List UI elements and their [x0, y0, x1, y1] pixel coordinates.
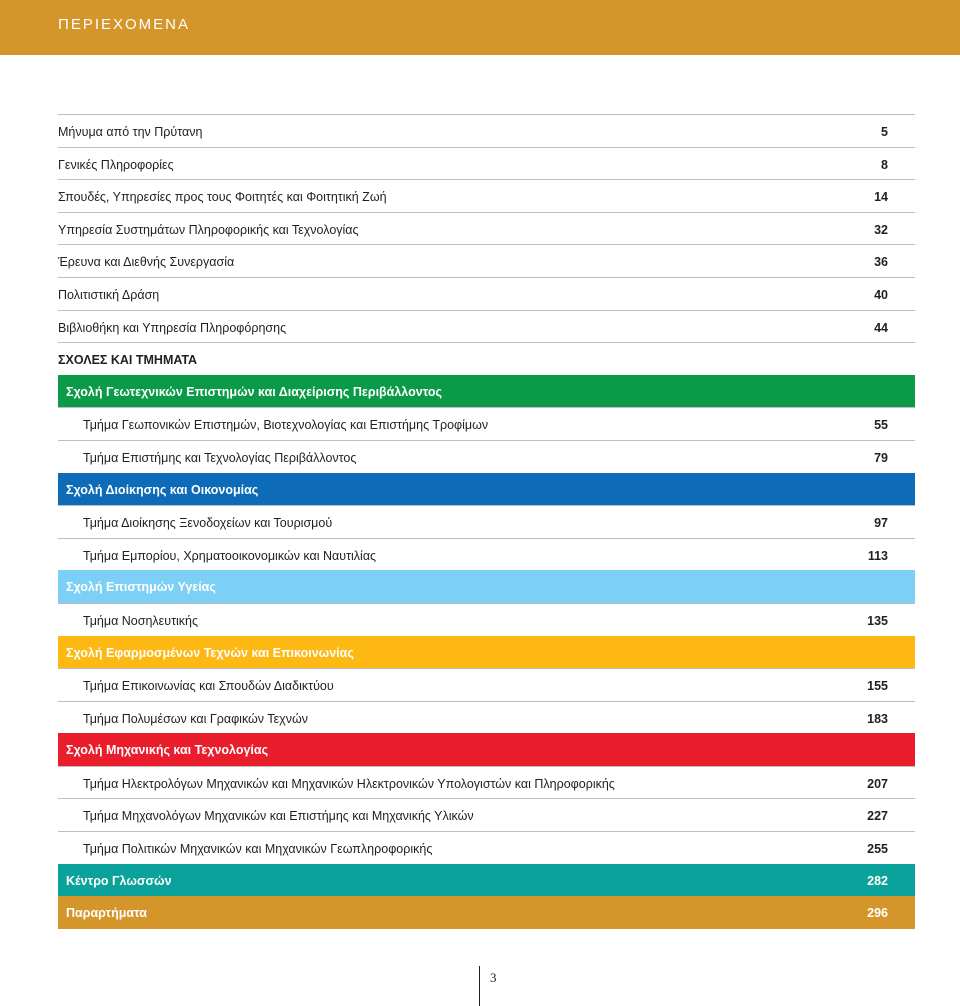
toc-entry-label: Σπουδές, Υπηρεσίες προς τους Φοιτητές και Φοιτητική Ζωή	[58, 190, 387, 205]
page-number: 3	[490, 970, 497, 985]
toc-entry-page: 183	[867, 711, 888, 726]
toc-entry-label: Έρευνα και Διεθνής Συνεργασία	[58, 255, 235, 270]
toc-row-school	[58, 473, 915, 506]
toc-entry-page: 227	[867, 809, 888, 824]
toc-row-school[interactable]	[58, 896, 915, 929]
toc-row-sub[interactable]	[58, 766, 915, 799]
toc-entry-page: 79	[874, 450, 888, 465]
table-of-contents	[58, 114, 915, 929]
toc-row-top[interactable]	[58, 179, 915, 212]
toc-entry-page: 32	[874, 222, 888, 237]
toc-entry-label: Βιβλιοθήκη και Υπηρεσία Πληροφόρησης	[58, 320, 287, 335]
page-title: ΠΕΡΙΕΧΟΜΕΝΑ	[58, 16, 191, 33]
toc-entry-label: Μήνυμα από την Πρύτανη	[58, 125, 203, 139]
toc-entry-page: 55	[874, 418, 888, 433]
toc-entry-label: Τμήμα Μηχανολόγων Μηχανικών και Επιστήμης και Μηχανικής Υλικών	[83, 809, 474, 824]
toc-row-top[interactable]	[58, 310, 915, 343]
toc-row-top[interactable]	[58, 244, 915, 277]
toc-entry-page: 40	[874, 287, 888, 302]
toc-entry-page: 5	[881, 125, 888, 139]
toc-row-top[interactable]	[58, 212, 915, 245]
toc-row-sub[interactable]	[58, 505, 915, 538]
toc-entry-label: Παραρτήματα	[66, 906, 147, 921]
toc-row-heading	[58, 342, 915, 375]
toc-row-school	[58, 375, 915, 408]
toc-entry-label: Τμήμα Πολιτικών Μηχανικών και Μηχανικών Γεωπληροφορικής	[83, 842, 433, 857]
toc-entry-label: Τμήμα Επικοινωνίας και Σπουδών Διαδικτύου	[83, 679, 334, 694]
toc-entry-label: Σχολή Μηχανικής και Τεχνολογίας	[66, 743, 269, 758]
toc-row-sub[interactable]	[58, 407, 915, 440]
toc-row-sub[interactable]	[58, 440, 915, 473]
toc-entry-page: 207	[867, 776, 888, 791]
toc-entry-page: 296	[867, 906, 888, 921]
toc-entry-page: 255	[867, 842, 888, 857]
toc-row-top[interactable]	[58, 147, 915, 180]
toc-row-sub[interactable]	[58, 798, 915, 831]
toc-row-sub[interactable]	[58, 701, 915, 734]
toc-entry-label: Τμήμα Γεωπονικών Επιστημών, Βιοτεχνολογίας και Επιστήμης Τροφίμων	[83, 418, 489, 433]
toc-entry-label: Σχολή Επιστημών Υγείας	[66, 580, 216, 595]
toc-entry-label: Σχολή Γεωτεχνικών Επιστημών και Διαχείρισης Περιβάλλοντος	[66, 384, 443, 399]
toc-entry-page: 36	[874, 255, 888, 270]
toc-entry-label: Κέντρο Γλωσσών	[66, 873, 172, 888]
toc-entry-label: Τμήμα Ηλεκτρολόγων Μηχανικών και Μηχανικών Ηλεκτρονικών Υπολογιστών και Πληροφορικής	[83, 776, 615, 791]
toc-entry-page: 44	[874, 320, 888, 335]
toc-row-sub[interactable]	[58, 831, 915, 864]
toc-entry-label: Τμήμα Νοσηλευτικής	[83, 613, 199, 628]
toc-entry-label: Τμήμα Εμπορίου, Χρηματοοικονομικών και Ναυτιλίας	[83, 548, 377, 563]
toc-entry-label: Τμήμα Πολυμέσων και Γραφικών Τεχνών	[83, 711, 308, 726]
toc-row-top[interactable]	[58, 277, 915, 310]
toc-entry-label: Σχολή Διοίκησης και Οικονομίας	[66, 482, 259, 497]
toc-entry-label: Πολιτιστική Δράση	[58, 287, 160, 302]
toc-entry-page: 113	[867, 548, 888, 563]
toc-row-top[interactable]	[58, 114, 915, 147]
toc-entry-page: 135	[867, 613, 888, 628]
toc-row-sub[interactable]	[58, 668, 915, 701]
header-bar	[0, 0, 960, 55]
toc-entry-label: Τμήμα Διοίκησης Ξενοδοχείων και Τουρισμού	[83, 516, 333, 531]
toc-entry-page: 8	[881, 157, 888, 172]
toc-entry-label: Γενικές Πληροφορίες	[58, 157, 174, 172]
toc-entry-label: Τμήμα Επιστήμης και Τεχνολογίας Περιβάλλοντος	[83, 450, 357, 465]
toc-entry-label: Υπηρεσία Συστημάτων Πληροφορικής και Τεχνολογίας	[58, 222, 359, 237]
toc-entry-label: Σχολή Εφαρμοσμένων Τεχνών και Επικοινωνίας	[66, 645, 354, 660]
toc-row-sub[interactable]	[58, 538, 915, 571]
toc-entry-page: 282	[867, 873, 888, 888]
footer-divider	[479, 966, 480, 1006]
toc-entry-page: 14	[874, 190, 888, 205]
toc-entry-page: 155	[867, 679, 888, 694]
toc-row-school	[58, 733, 915, 766]
toc-row-school	[58, 570, 915, 603]
toc-entry-label: ΣΧΟΛΕΣ ΚΑΙ ΤΜΗΜΑΤΑ	[58, 353, 198, 368]
toc-row-sub[interactable]	[58, 603, 915, 636]
toc-entry-page: 97	[874, 516, 888, 531]
toc-row-school	[58, 636, 915, 669]
toc-row-school[interactable]	[58, 864, 915, 897]
